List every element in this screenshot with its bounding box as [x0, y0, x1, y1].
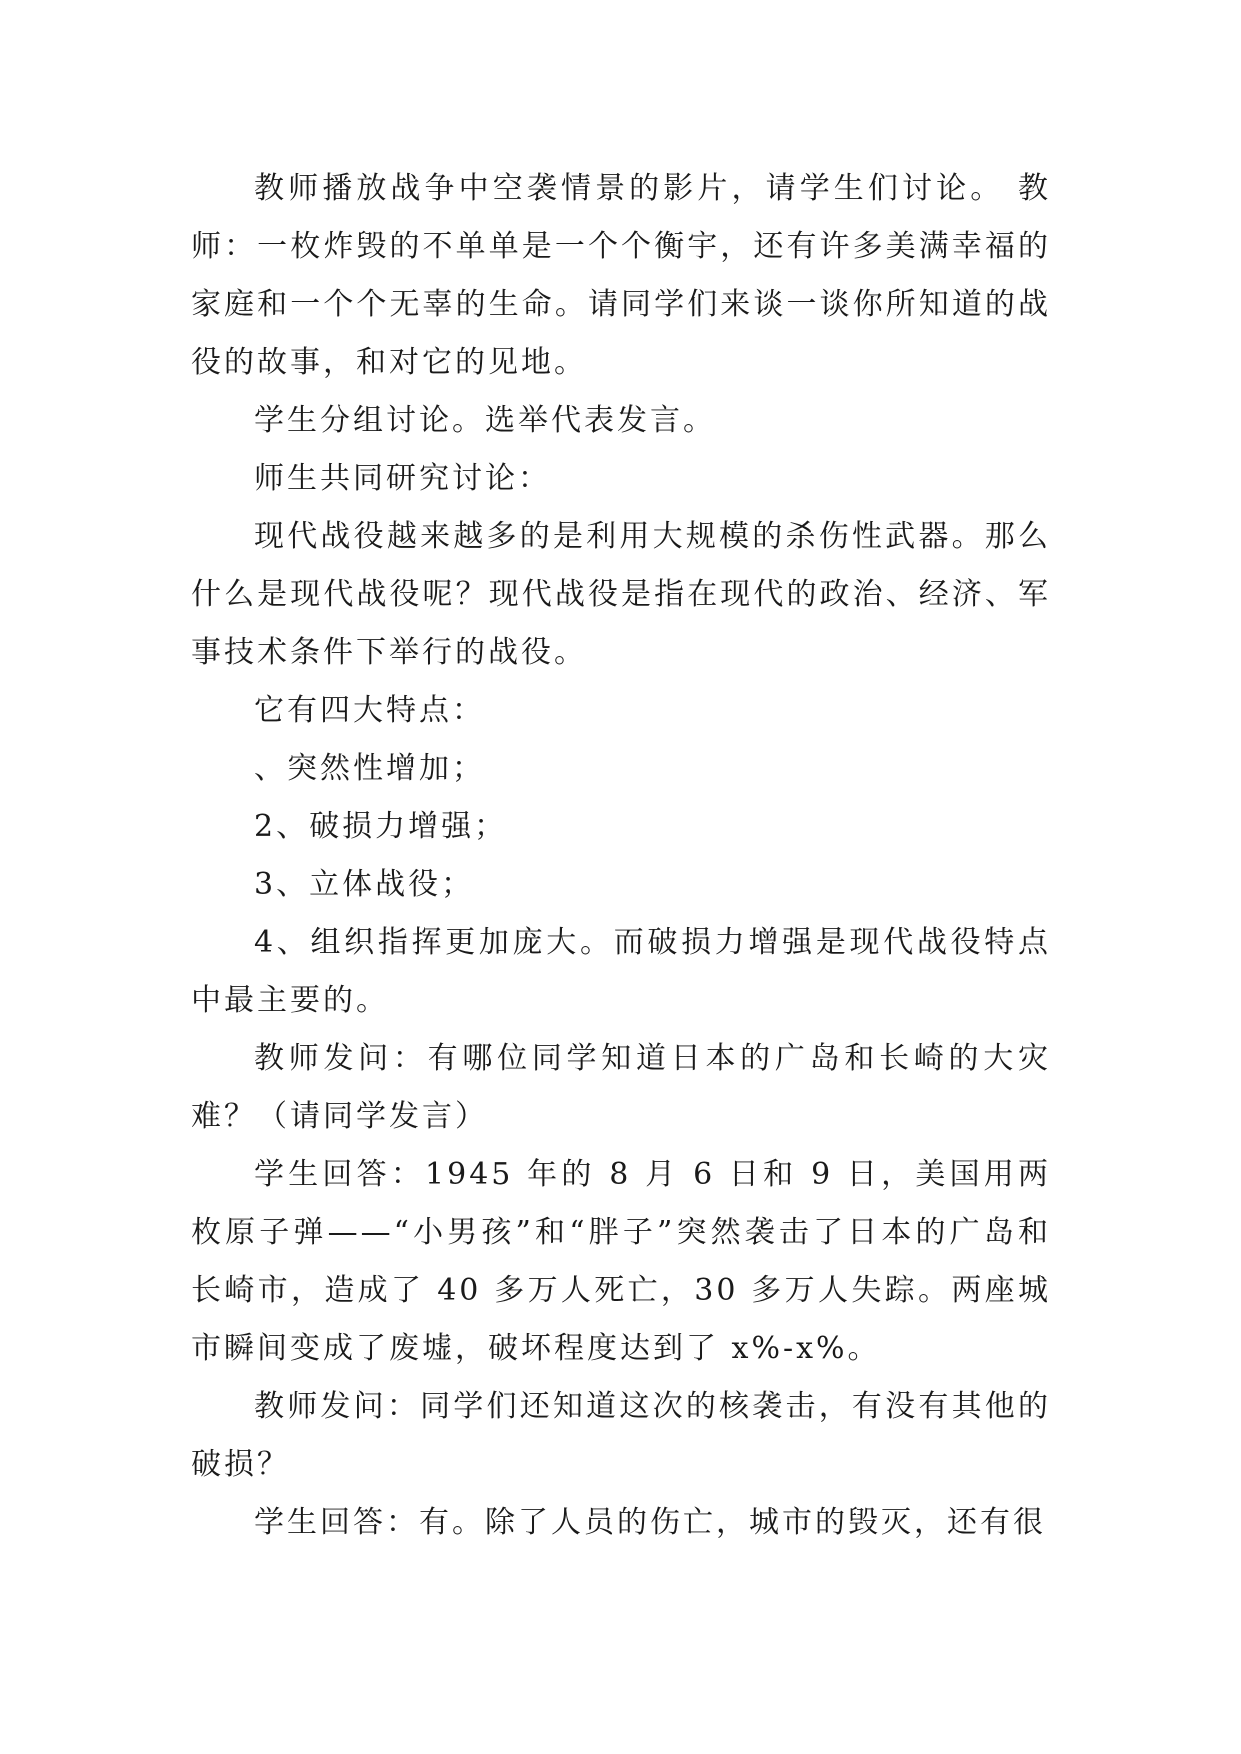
document-page — [191, 160, 1051, 1552]
paragraph-group-discussion: 学生分组讨论。选举代表发言。 — [254, 403, 716, 438]
list-item-feature-4: 4、组织指挥更加庞大。而破损力增强是现代战役特点中最主要的。 — [191, 925, 1051, 1018]
paragraph-student-answer-2: 学生回答：有。除了人员的伤亡，城市的毁灭，还有很 — [254, 1505, 1046, 1540]
paragraph-student-answer-1: 学生回答：1945 年的 8 月 6 日和 9 日，美国用两枚原子弹——“小男孩”和“胖子”突然袭击了日本的广岛和长崎市，造成了 40 多万人死亡，30 多万人失踪。两座城市瞬间变成了废墟，破坏程度达到了 x%-x%。 — [191, 1157, 1051, 1366]
paragraph-teacher-question-1: 教师发问：有哪位同学知道日本的广岛和长崎的大灾难？（请同学发言） — [191, 1041, 1051, 1134]
list-item-feature-1: 、突然性增加； — [254, 751, 485, 786]
paragraph-teacher-video: 教师播放战争中空袭情景的影片，请学生们讨论。 教师：一枚炸毁的不单单是一个个衡宇，还有许多美满幸福的家庭和一个个无辜的生命。请同学们来谈一谈你所知道的战役的故事，和对它的见地。 — [191, 171, 1051, 380]
paragraph-joint-study: 师生共同研究讨论： — [254, 461, 551, 496]
paragraph-modern-warfare: 现代战役越来越多的是利用大规模的杀伤性武器。那么什么是现代战役呢？现代战役是指在现代的政治、经济、军事技术条件下举行的战役。 — [191, 519, 1051, 670]
paragraph-four-features: 它有四大特点： — [254, 693, 485, 728]
paragraph-teacher-question-2: 教师发问：同学们还知道这次的核袭击，有没有其他的破损？ — [191, 1389, 1051, 1482]
list-item-feature-3: 3、立体战役； — [254, 867, 475, 902]
list-item-feature-2: 2、破损力增强； — [254, 809, 508, 844]
